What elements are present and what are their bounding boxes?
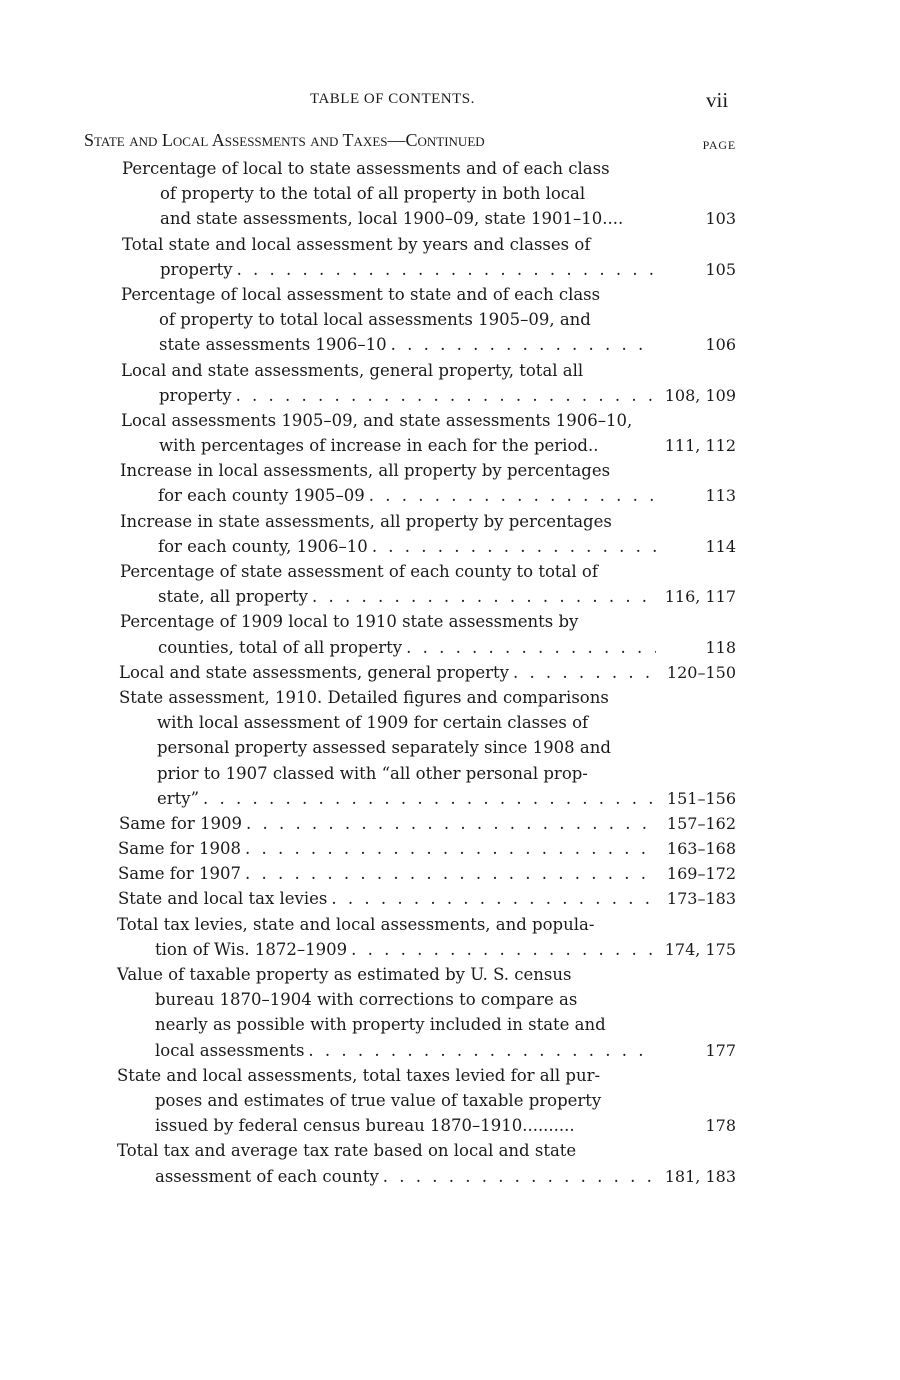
- toc-entry-text: Percentage of local assessment to state and of each class: [121, 284, 601, 304]
- toc-entry-text: nearly as possible with property included in state and: [155, 1015, 606, 1035]
- toc-entry-line: [0, 1038, 900, 1063]
- toc-entry-line: [0, 156, 900, 181]
- toc-page-ref: 120–150: [666, 662, 736, 682]
- toc-entry-line: [0, 912, 900, 937]
- toc-entry-line: [0, 861, 900, 886]
- toc-entry-line: [0, 886, 900, 911]
- toc-entry-line: [0, 332, 900, 357]
- toc-entry-line: [0, 408, 900, 433]
- toc-entry: [0, 408, 900, 458]
- toc-entry-text: of property to total local assessments 1905–09, and: [159, 310, 591, 330]
- toc-entry-text: tion of Wis. 1872–1909: [155, 939, 348, 959]
- toc-page-ref: 178: [705, 1116, 736, 1136]
- toc-entry-text: Increase in state assessments, all property by percentages: [120, 511, 612, 531]
- toc-entry-line: [0, 685, 900, 710]
- toc-page-ref: 111, 112: [664, 436, 736, 456]
- toc-entry-line: [0, 937, 900, 962]
- toc-page-ref: 103: [705, 209, 736, 229]
- dot-leader: [308, 1038, 656, 1063]
- toc-entry-text: Local and state assessments, general property: [119, 662, 509, 682]
- toc-page-ref: 174, 175: [664, 939, 736, 959]
- toc-entry-line: [0, 987, 900, 1012]
- toc-entry: [0, 660, 900, 685]
- toc-entry-text: Same for 1909: [119, 813, 242, 833]
- toc-entry-line: [0, 282, 900, 307]
- running-title: TABLE OF CONTENTS.: [310, 91, 475, 107]
- dot-leader: [331, 886, 656, 911]
- table-of-contents: [0, 156, 900, 1189]
- toc-entry: [0, 912, 900, 962]
- toc-entry-text: Local and state assessments, general property, total all: [121, 360, 584, 380]
- dot-leader: [391, 332, 656, 357]
- toc-page-ref: 105: [705, 259, 736, 279]
- toc-entry-text: issued by federal census bureau 1870–1910..........: [155, 1116, 575, 1136]
- dot-leader: [383, 1164, 656, 1189]
- toc-entry-line: [0, 1012, 900, 1037]
- toc-entry-line: [0, 181, 900, 206]
- toc-entry-text: Percentage of state assessment of each county to total of: [120, 562, 598, 581]
- toc-entry: [0, 811, 900, 836]
- toc-entry-line: [0, 1164, 900, 1189]
- toc-entry-line: [0, 1063, 900, 1088]
- toc-entry-text: state, all property: [158, 587, 309, 607]
- toc-entry-line: [0, 206, 900, 231]
- toc-entry-line: [0, 609, 900, 634]
- toc-entry: [0, 1138, 900, 1188]
- toc-entry-line: [0, 735, 900, 760]
- toc-entry-text: State assessment, 1910. Detailed figures and comparisons: [119, 687, 609, 707]
- toc-entry-text: prior to 1907 classed with “all other personal prop-: [157, 763, 588, 783]
- toc-entry-text: with local assessment of 1909 for certain classes of: [157, 713, 589, 733]
- toc-entry: [0, 1063, 900, 1139]
- toc-entry-line: [0, 483, 900, 508]
- dot-leader: [246, 811, 656, 836]
- toc-entry: [0, 358, 900, 408]
- toc-page-ref: 114: [705, 536, 736, 556]
- toc-entry-text: for each county, 1906–10: [158, 536, 368, 556]
- dot-leader: [245, 861, 656, 886]
- toc-entry-text: Total state and local assessment by years and classes of: [122, 234, 591, 254]
- running-head: [0, 88, 900, 112]
- toc-page-ref: 181, 183: [664, 1166, 736, 1186]
- toc-entry-text: Percentage of 1909 local to 1910 state assessments by: [120, 612, 579, 632]
- toc-entry-text: poses and estimates of true value of taxable property: [155, 1090, 602, 1110]
- toc-entry-line: [0, 811, 900, 836]
- toc-entry-text: state assessments 1906–10: [159, 335, 387, 355]
- dot-leader: [513, 660, 656, 685]
- toc-entry: [0, 685, 900, 811]
- toc-entry: [0, 609, 900, 659]
- toc-page-ref: 113: [705, 486, 736, 506]
- toc-entry: [0, 509, 900, 559]
- toc-entry-line: [0, 358, 900, 383]
- toc-page-ref: 106: [705, 335, 736, 355]
- toc-entry-line: [0, 458, 900, 483]
- toc-entry-line: [0, 257, 900, 282]
- dot-leader: [203, 786, 656, 811]
- toc-entry-line: [0, 836, 900, 861]
- toc-entry-text: personal property assessed separately since 1908 and: [157, 738, 611, 758]
- toc-entry: [0, 962, 900, 1063]
- toc-entry-line: [0, 584, 900, 609]
- toc-page-ref: 157–162: [666, 813, 736, 833]
- toc-page-ref: 177: [705, 1040, 736, 1060]
- toc-entry-line: [0, 1138, 900, 1163]
- toc-entry-text: local assessments: [155, 1040, 305, 1060]
- toc-entry-text: State and local tax levies: [118, 889, 328, 909]
- toc-entry-text: State and local assessments, total taxes levied for all pur-: [117, 1065, 601, 1085]
- toc-entry-line: [0, 786, 900, 811]
- toc-entry-line: [0, 509, 900, 534]
- toc-entry-text: and state assessments, local 1900–09, state 1901–10....: [160, 209, 624, 229]
- page-column-label: PAGE: [702, 138, 736, 152]
- toc-entry-line: [0, 710, 900, 735]
- toc-page-ref: 169–172: [666, 864, 736, 884]
- dot-leader: [245, 836, 656, 861]
- toc-entry-text: Same for 1908: [118, 839, 241, 859]
- toc-entry: [0, 886, 900, 911]
- toc-page-ref: 118: [705, 637, 736, 657]
- toc-entry-line: [0, 383, 900, 408]
- toc-page-ref: 116, 117: [664, 587, 736, 607]
- toc-entry-text: Increase in local assessments, all property by percentages: [120, 461, 611, 481]
- toc-entry: [0, 861, 900, 886]
- toc-entry-text: with percentages of increase in each for the period..: [159, 436, 599, 456]
- toc-entry-text: counties, total of all property: [158, 637, 403, 657]
- toc-entry-text: bureau 1870–1904 with corrections to compare as: [155, 990, 578, 1010]
- toc-page-ref: 108, 109: [664, 385, 736, 405]
- section-heading: [84, 130, 740, 154]
- toc-entry: [0, 458, 900, 508]
- toc-entry-text: for each county 1905–09: [158, 486, 365, 506]
- toc-entry-text: assessment of each county: [155, 1166, 379, 1186]
- toc-entry-line: [0, 1088, 900, 1113]
- toc-entry-text: Same for 1907: [118, 864, 241, 884]
- toc-entry-line: [0, 761, 900, 786]
- toc-entry-text: property: [159, 385, 232, 405]
- dot-leader: [406, 635, 656, 660]
- toc-entry-text: Total tax levies, state and local assessments, and popula-: [117, 914, 595, 934]
- toc-entry-text: Total tax and average tax rate based on local and state: [117, 1141, 577, 1161]
- toc-entry-text: property: [160, 259, 233, 279]
- toc-page-ref: 151–156: [666, 788, 736, 808]
- toc-entry-line: [0, 433, 900, 458]
- toc-entry-line: [0, 635, 900, 660]
- toc-entry-text: Percentage of local to state assessments and of each class: [122, 159, 610, 178]
- toc-entry: [0, 559, 900, 609]
- toc-page-ref: 163–168: [666, 839, 736, 859]
- toc-entry-line: [0, 534, 900, 559]
- dot-leader: [312, 584, 656, 609]
- toc-entry-text: erty”: [157, 788, 200, 808]
- dot-leader: [236, 383, 656, 408]
- toc-entry: [0, 232, 900, 282]
- toc-entry-line: [0, 660, 900, 685]
- toc-entry: [0, 282, 900, 358]
- toc-page-ref: 173–183: [666, 889, 736, 909]
- dot-leader: [369, 483, 656, 508]
- dot-leader: [372, 534, 656, 559]
- dot-leader: [237, 257, 656, 282]
- toc-entry-text: of property to the total of all property in both local: [160, 184, 586, 204]
- section-title: State and Local Assessments and Taxes—Continued: [84, 130, 485, 150]
- dot-leader: [351, 937, 656, 962]
- toc-entry: [0, 156, 900, 232]
- toc-entry-line: [0, 232, 900, 257]
- page-number: vii: [706, 88, 729, 112]
- toc-entry: [0, 836, 900, 861]
- toc-entry-text: Value of taxable property as estimated by U. S. census: [117, 965, 572, 984]
- toc-entry-text: Local assessments 1905–09, and state assessments 1906–10,: [121, 410, 633, 430]
- toc-entry-line: [0, 962, 900, 987]
- toc-entry-line: [0, 307, 900, 332]
- toc-entry-line: [0, 559, 900, 584]
- toc-entry-line: [0, 1113, 900, 1138]
